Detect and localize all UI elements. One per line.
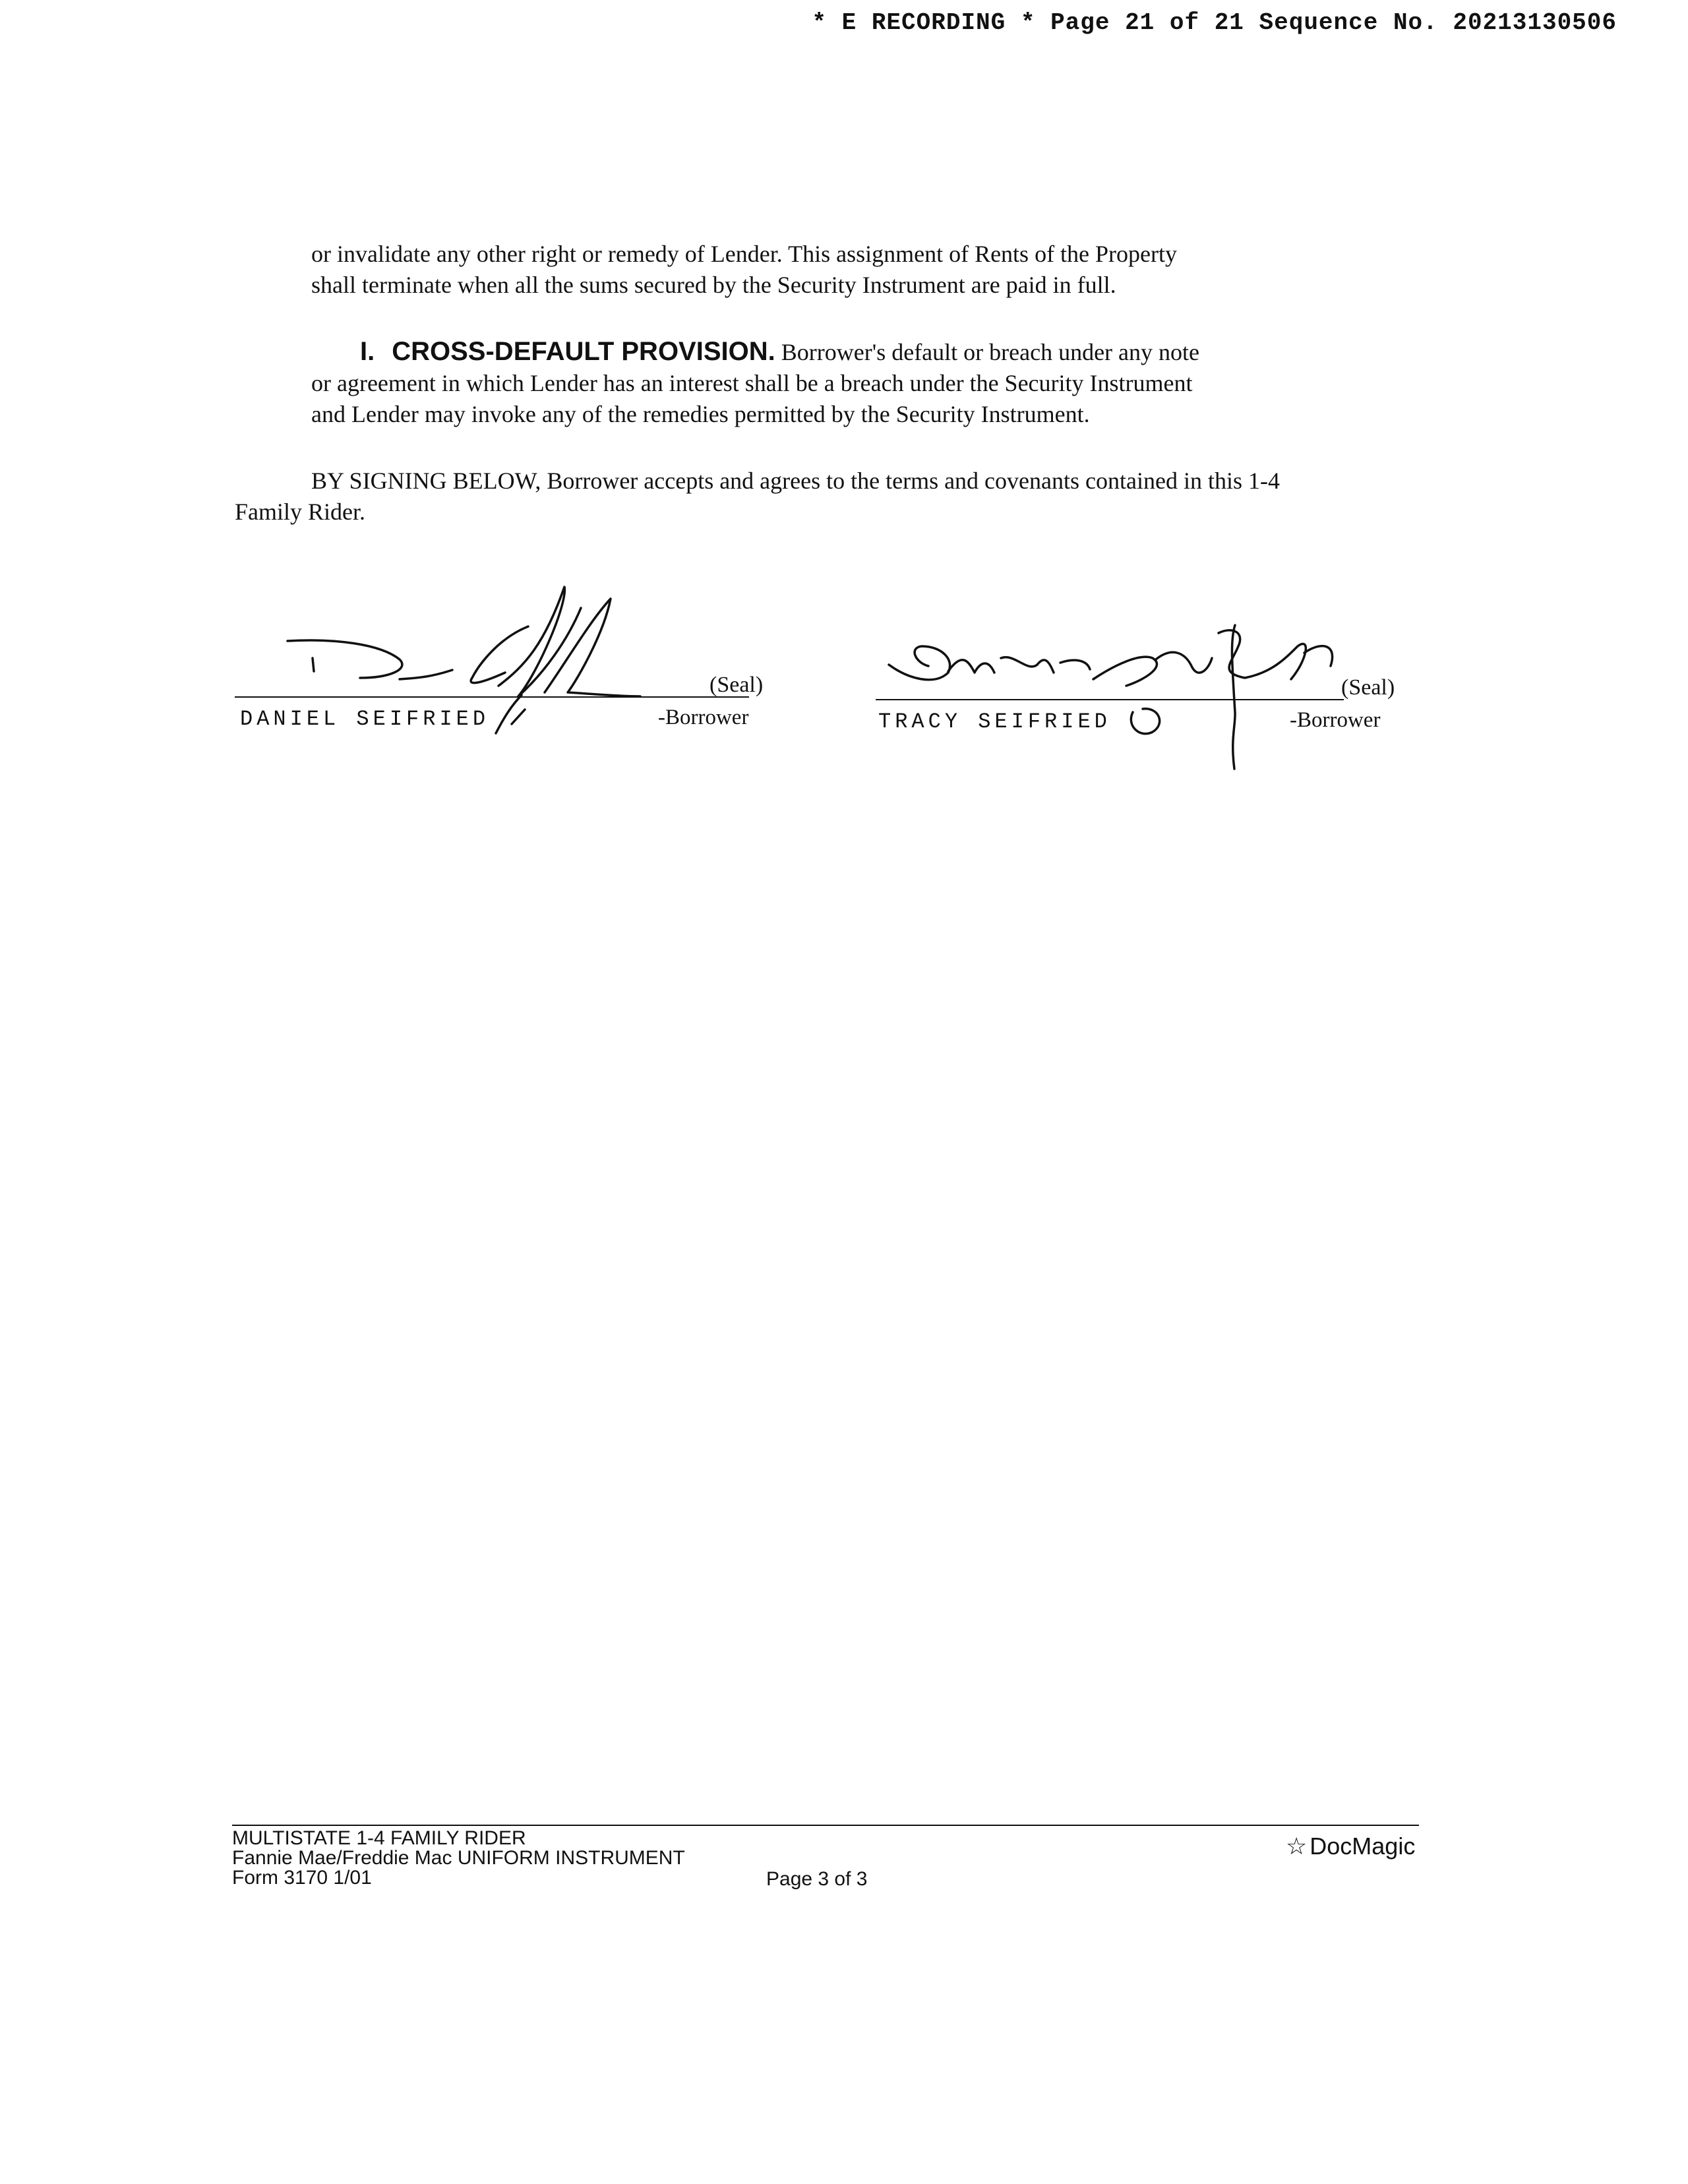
handwritten-signature xyxy=(876,580,1416,778)
signer-role: -Borrower xyxy=(658,706,749,729)
signer-name: TRACY SEIFRIED xyxy=(878,710,1111,734)
paragraph-line: shall terminate when all the sums secured by the Security Instrument are paid in full. xyxy=(311,272,1116,298)
brand-logo xyxy=(1286,1835,1415,1858)
paragraph-line xyxy=(311,336,1199,368)
cross-default-paragraph xyxy=(311,336,1199,430)
seal-label: (Seal) xyxy=(1341,675,1395,700)
star-icon: ☆ xyxy=(1286,1833,1308,1860)
signer-name: DANIEL SEIFRIED xyxy=(240,707,490,731)
form-line: MULTISTATE 1-4 FAMILY RIDER xyxy=(232,1827,526,1849)
paragraph-line: BY SIGNING BELOW, Borrower accepts and agrees to the terms and covenants contained in this 1-4 xyxy=(311,468,1280,494)
form-line: Fannie Mae/Freddie Mac UNIFORM INSTRUMENT xyxy=(232,1847,685,1869)
continuation-paragraph xyxy=(311,239,1177,301)
brand-name: DocMagic xyxy=(1310,1833,1416,1860)
signer-role: -Borrower xyxy=(1290,708,1381,732)
section-letter: I. xyxy=(360,337,375,366)
paragraph-line: or invalidate any other right or remedy of Lender. This assignment of Rents of the Property xyxy=(311,241,1178,267)
signature-line xyxy=(876,699,1344,700)
section-text: Borrower's default or breach under any note xyxy=(781,339,1200,365)
footer-rule xyxy=(232,1825,1419,1826)
paragraph-line: and Lender may invoke any of the remedies permitted by the Security Instrument. xyxy=(311,401,1090,427)
form-line: Form 3170 1/01 xyxy=(232,1867,372,1889)
seal-label: (Seal) xyxy=(709,673,764,697)
paragraph-line: Family Rider. xyxy=(235,499,365,525)
signature-block-borrower-2 xyxy=(876,580,1416,778)
paragraph-line: or agreement in which Lender has an interest shall be a breach under the Security Instrument xyxy=(311,370,1193,396)
form-identification xyxy=(232,1829,685,1888)
section-heading: CROSS-DEFAULT PROVISION. xyxy=(392,337,775,366)
signing-paragraph xyxy=(235,466,1280,528)
recording-header: * E RECORDING * Page 21 of 21 Sequence No. 20213130506 xyxy=(812,9,1617,36)
page-number: Page 3 of 3 xyxy=(766,1868,868,1890)
signature-line xyxy=(235,696,749,698)
signature-block-borrower-1 xyxy=(235,580,775,752)
